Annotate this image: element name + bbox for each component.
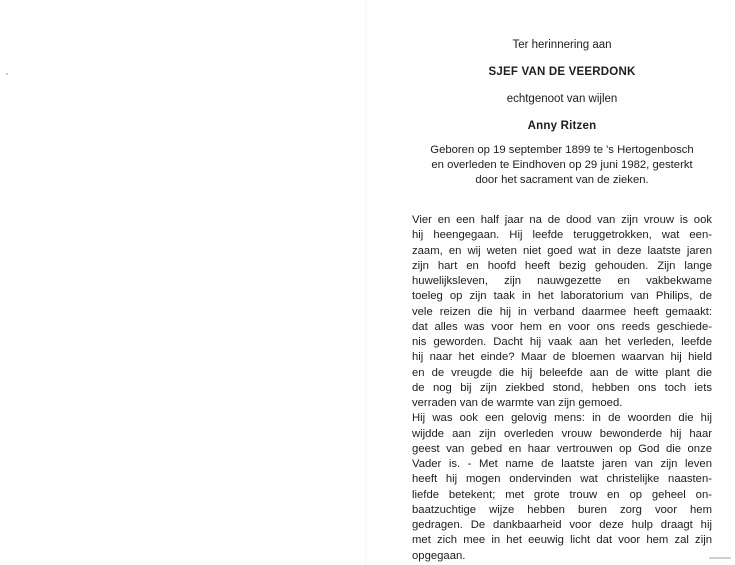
text-line: opgegaan. — [412, 549, 466, 562]
text-line: baatzuchtige wijze hebben buren zorg voor hem — [412, 503, 712, 516]
memorial-text — [412, 213, 712, 564]
text-line: Vier en een half jaar na de dood van zijn vrouw is ook — [412, 214, 712, 226]
text-line: toeleg op zijn taak in het laboratorium van Philips, de — [412, 290, 712, 303]
text-line: de nog bij zijn ziekbed stond, hebben ons toch iets — [412, 381, 712, 394]
text-line: zijn hart en hoofd heeft bezig gehouden. Zijn lange — [412, 259, 712, 272]
card-header — [412, 36, 712, 135]
text-line: huwelijksleven, zijn nauwgezette en vakbekwame — [412, 275, 712, 287]
text-line: vele reizen die hij in verband daarmee heeft gemaakt: — [412, 305, 712, 318]
text-page — [412, 0, 712, 565]
text-line: Hij was ook een gelovig mens: in de woorden die hij — [412, 412, 712, 425]
paper-speck — [6, 73, 8, 75]
blank-left-page — [0, 0, 365, 565]
birth-death-paragraph — [412, 143, 712, 188]
birth-line: en overleden te Eindhoven op 29 juni 1982, gesterkt — [431, 159, 693, 171]
text-line: nis geworden. Dacht hij vaak aan het verleden, leefde — [412, 336, 712, 348]
deceased-name: SJEF VAN DE VEERDONK — [488, 66, 636, 78]
text-line: Vader is. - Met name de laatste jaren van zijn leven — [412, 458, 712, 470]
text-line: heeft hij mogen ondervinden wat christelijke naasten- — [412, 473, 712, 486]
text-line: geest van gebed en haar vertrouwen op God die onze — [412, 442, 712, 455]
text-line: en de vreugde die hij beleefde aan de witte plant die — [412, 366, 712, 379]
text-line: wijdde aan zijn overleden vrouw bewonderde hij haar — [412, 427, 712, 440]
relation-line: echtgenoot van wijlen — [506, 93, 618, 105]
text-line: verraden van de warmte van zijn gemoed. — [412, 397, 623, 409]
fold-line — [365, 0, 366, 565]
text-line: liefde betekent; met grote trouw en op geheel on- — [412, 488, 712, 501]
spouse-name: Anny Ritzen — [527, 120, 597, 132]
text-line: hij naar het einde? Maar de bloemen waarvan hij hield — [412, 351, 712, 364]
text-line: zaam, en wij weten niet goed wat in deze laatste jaren — [412, 244, 712, 257]
birth-line: Geboren op 19 september 1899 te 's Hertogenbosch — [430, 144, 694, 156]
edge-mark — [709, 557, 731, 559]
text-line: met zich mee in het eeuwig licht dat voor hem zal zijn — [412, 534, 712, 547]
memorial-heading: Ter herinnering aan — [512, 39, 612, 51]
text-line: dat alles was voor hem en voor ons reeds geschiede- — [412, 320, 712, 333]
text-line: gedragen. De dankbaarheid voor deze hulp draagt hij — [412, 519, 712, 531]
text-line: hij heengegaan. Hij leefde teruggetrokken, wat een- — [412, 229, 712, 242]
birth-line: door het sacrament van de zieken. — [475, 174, 649, 186]
